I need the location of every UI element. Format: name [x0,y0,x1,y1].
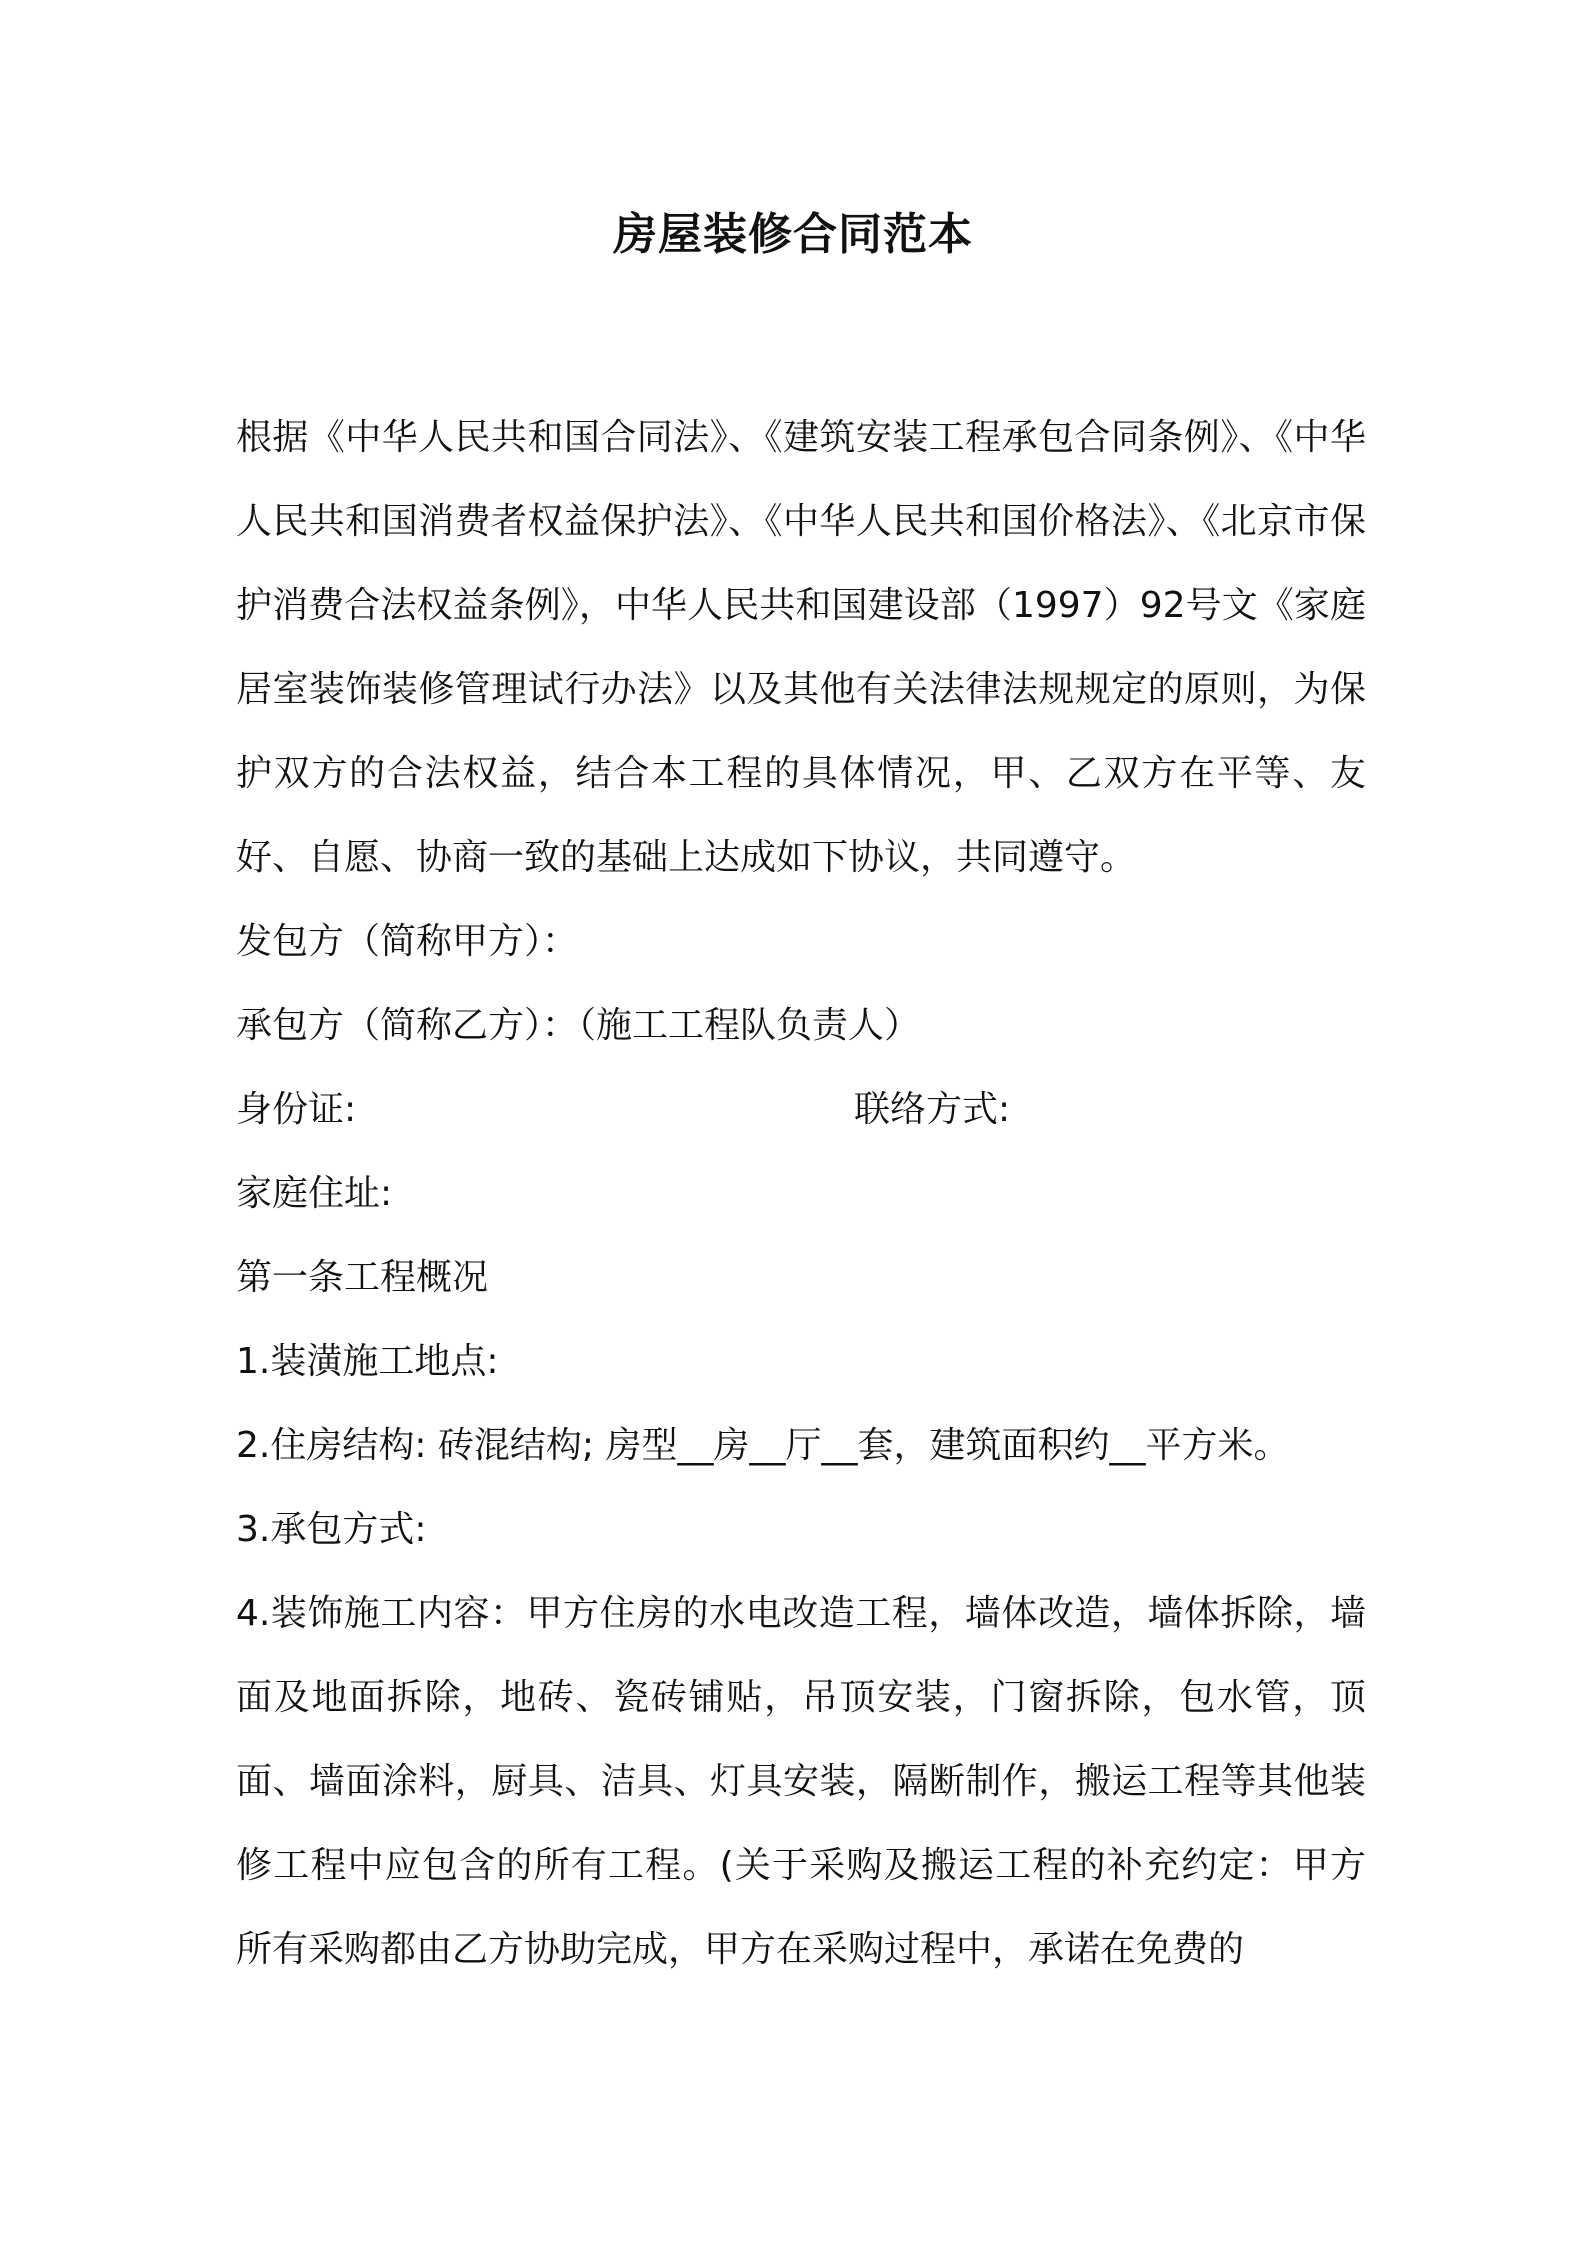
document-title: 房屋装修合同范本 [613,209,973,260]
party-a-line: 发包方（简称甲方）： [236,921,579,962]
id-contact-line [236,1068,1366,1152]
id-card-label: 身份证: [236,1089,357,1130]
intro-paragraph: 根据《中华人民共和国合同法》、《建筑安装工程承包合同条例》、《中华人民共和国消费者权益保护法》、《中华人民共和国价格法》、《北京市保护消费合法权益条例》，中华人民共和国建设部（1997）92号文《家庭居室装饰装修管理试行办法》以及其他有关法律法规规定的原则，为保护双方的合法权益，结合本工程的具体情况，甲、乙双方在平等、友好、自愿、协商一致的基础上达成如下协议，共同遵守。 [236,417,1366,878]
article1-heading: 第一条工程概况 [236,1257,489,1298]
item-4: 4.装饰施工内容：甲方住房的水电改造工程，墙体改造，墙体拆除，墙面及地面拆除，地砖、瓷砖铺贴，吊顶安装，门窗拆除，包水管，顶面、墙面涂料，厨具、洁具、灯具安装，隔断制作，搬运工程等其他装修工程中应包含的所有工程。(关于采购及搬运工程的补充约定：甲方所有采购都由乙方协助完成，甲方在采购过程中，承诺在免费的 [236,1593,1366,1970]
item-2: 2.住房结构: 砖混结构; 房型__房__厅__套，建筑面积约__平方米。 [236,1425,1290,1466]
item-3: 3.承包方式: [236,1509,427,1550]
party-b-line: 承包方（简称乙方）：（施工工程队负责人） [236,1005,921,1046]
document-body [236,396,1366,1992]
address-line: 家庭住址: [236,1173,393,1214]
contact-label: 联络方式: [854,1089,1011,1130]
item-1: 1.装潢施工地点: [236,1341,499,1382]
